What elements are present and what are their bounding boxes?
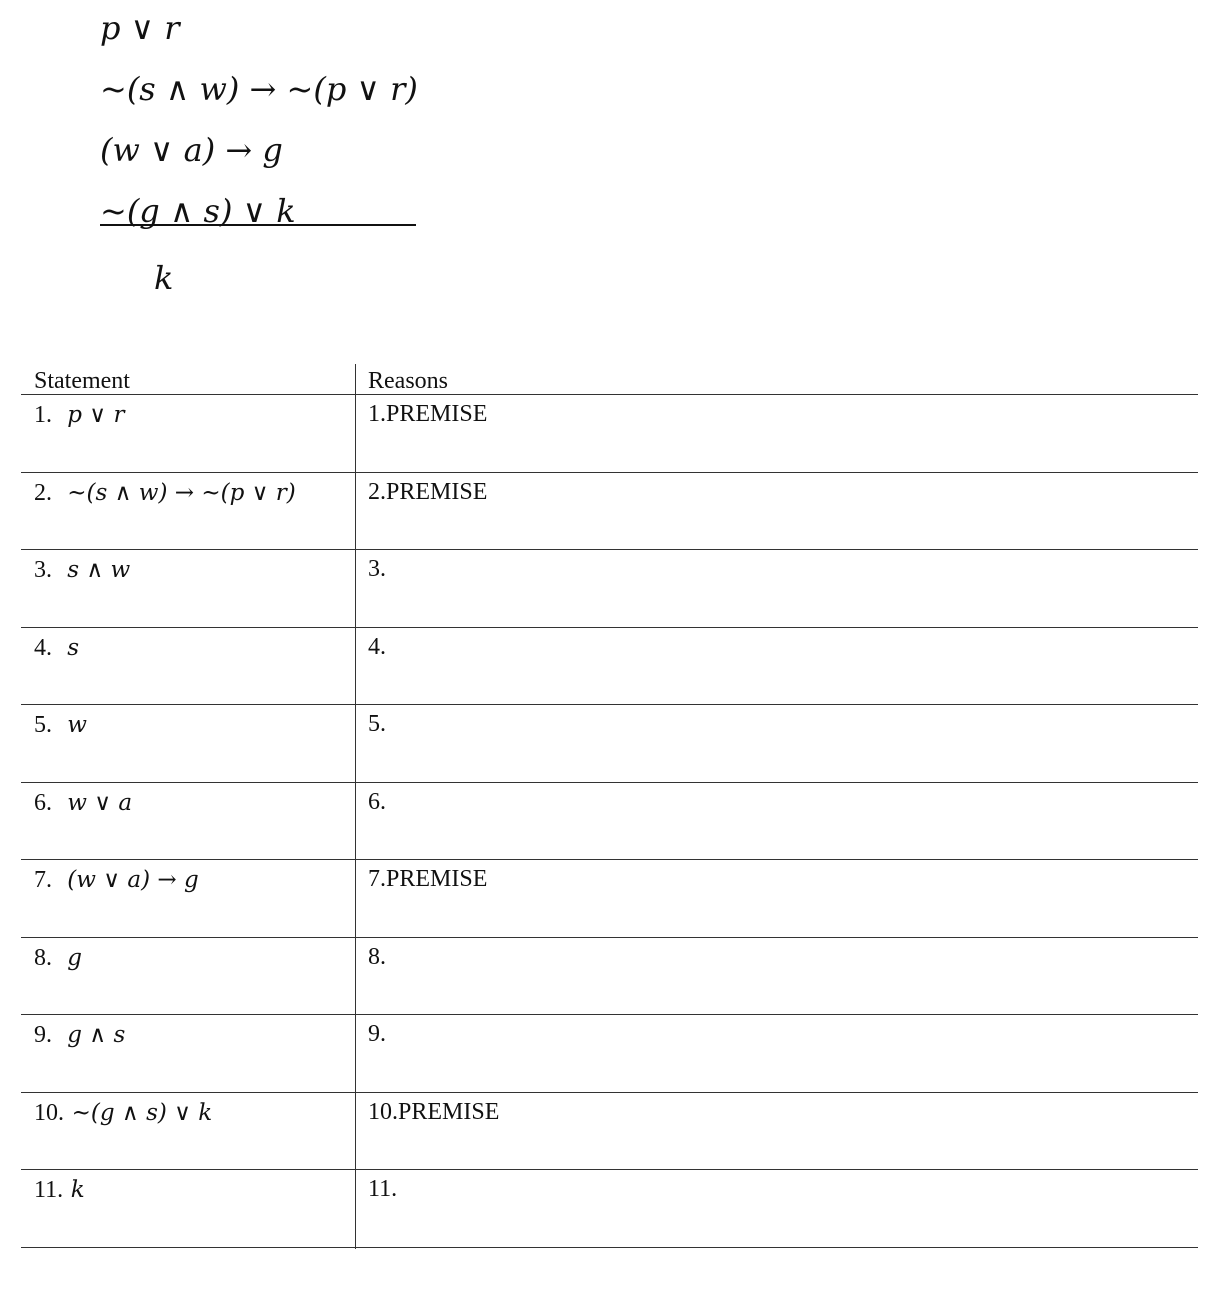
conclusion-divider bbox=[100, 224, 416, 226]
statement-expression: s ∧ w bbox=[67, 557, 131, 583]
reason-cell: 4. bbox=[368, 633, 386, 660]
statement-expression: g bbox=[67, 944, 82, 971]
reason-cell: 5. bbox=[368, 711, 386, 737]
reason-cell: 1.PREMISE bbox=[368, 401, 488, 427]
step-number: 9. bbox=[34, 1022, 52, 1048]
reasons-header: Reasons bbox=[368, 368, 448, 394]
step-number: 2. bbox=[34, 479, 52, 506]
statement-cell bbox=[34, 787, 132, 818]
statement-cell bbox=[34, 1174, 85, 1205]
premise-3: (w ∨ a) → g bbox=[100, 131, 283, 169]
table-header bbox=[21, 364, 1198, 395]
step-number: 5. bbox=[34, 712, 52, 738]
reason-cell: 2.PREMISE bbox=[368, 478, 488, 505]
statement-expression: s bbox=[67, 634, 80, 661]
step-number: 1. bbox=[34, 402, 52, 428]
step-number: 8. bbox=[34, 944, 52, 971]
statement-cell bbox=[34, 554, 130, 585]
reason-cell: 11. bbox=[368, 1176, 398, 1202]
statement-expression: w bbox=[67, 712, 87, 738]
statement-cell bbox=[34, 864, 199, 895]
table-row bbox=[21, 628, 1198, 706]
conclusion: k bbox=[154, 259, 174, 297]
table-row bbox=[21, 395, 1198, 473]
statement-expression: k bbox=[70, 1177, 85, 1203]
proof-table bbox=[21, 364, 1198, 1248]
step-number: 11. bbox=[34, 1177, 64, 1203]
statement-expression: p ∨ r bbox=[67, 402, 125, 428]
step-number: 4. bbox=[34, 634, 52, 661]
reason-cell: 10.PREMISE bbox=[368, 1098, 500, 1125]
premise-4: ~(g ∧ s) ∨ k bbox=[100, 192, 296, 230]
table-row bbox=[21, 550, 1198, 628]
statement-cell bbox=[34, 399, 124, 430]
statement-cell bbox=[34, 1019, 125, 1050]
statement-cell bbox=[34, 709, 87, 740]
step-number: 6. bbox=[34, 789, 52, 816]
reason-cell: 6. bbox=[368, 788, 386, 815]
statement-cell bbox=[34, 1097, 212, 1128]
table-row bbox=[21, 783, 1198, 861]
statement-cell bbox=[34, 477, 296, 508]
table-row bbox=[21, 1170, 1198, 1248]
table-row bbox=[21, 860, 1198, 938]
statement-expression: w ∨ a bbox=[67, 789, 133, 816]
premise-1: p ∨ r bbox=[100, 9, 180, 47]
statement-expression: ~(g ∧ s) ∨ k bbox=[71, 1099, 213, 1126]
step-number: 3. bbox=[34, 557, 52, 583]
statement-cell bbox=[34, 942, 82, 973]
table-row bbox=[21, 705, 1198, 783]
table-row bbox=[21, 938, 1198, 1016]
reason-cell: 3. bbox=[368, 556, 386, 582]
statement-expression: (w ∨ a) → g bbox=[67, 867, 199, 893]
statement-cell bbox=[34, 632, 79, 663]
reason-cell: 7.PREMISE bbox=[368, 866, 488, 892]
table-row bbox=[21, 1093, 1198, 1171]
step-number: 10. bbox=[34, 1099, 64, 1126]
step-number: 7. bbox=[34, 867, 52, 893]
argument-block bbox=[100, 8, 420, 297]
reason-cell: 9. bbox=[368, 1021, 386, 1047]
statement-header: Statement bbox=[34, 368, 130, 394]
statement-expression: ~(s ∧ w) → ~(p ∨ r) bbox=[67, 479, 296, 506]
premise-2: ~(s ∧ w) → ~(p ∨ r) bbox=[100, 70, 418, 108]
reason-cell: 8. bbox=[368, 943, 386, 970]
statement-expression: g ∧ s bbox=[67, 1022, 126, 1048]
table-row bbox=[21, 473, 1198, 551]
table-row bbox=[21, 1015, 1198, 1093]
